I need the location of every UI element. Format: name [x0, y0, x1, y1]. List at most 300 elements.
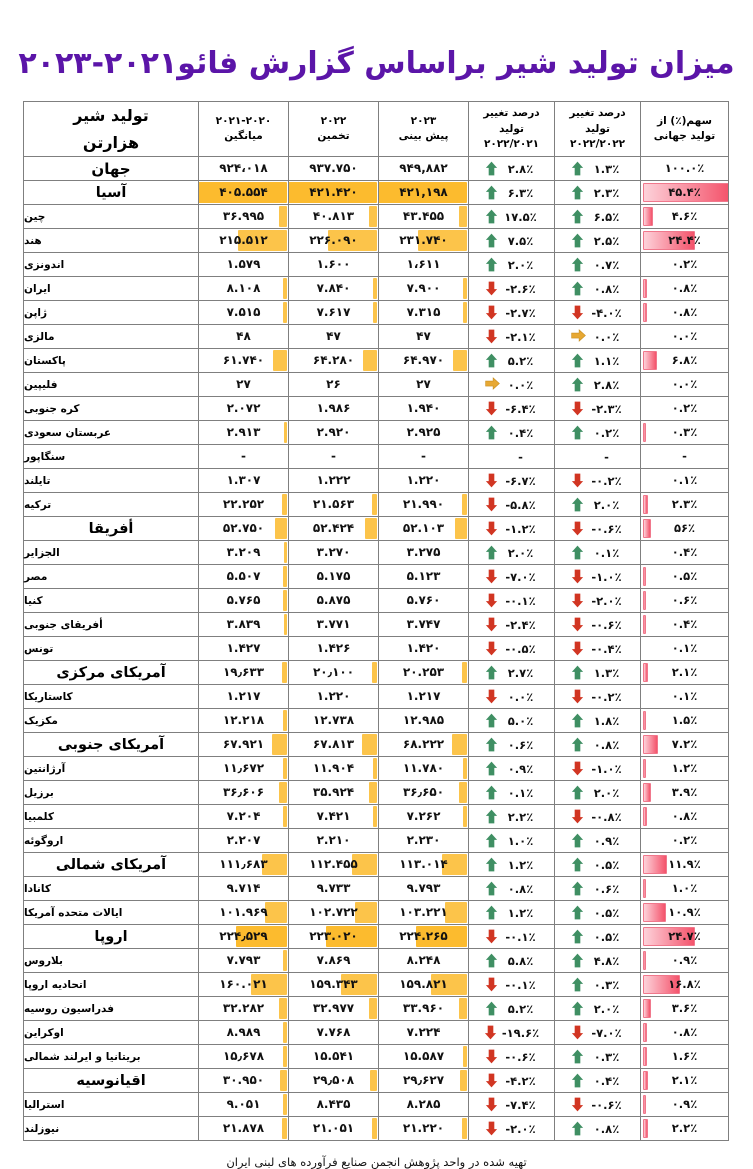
numeric-value: ۹۳۷.۷۵۰ [309, 161, 358, 176]
cell-share-of-world [641, 325, 729, 349]
change-value: -۰.۵٪ [505, 641, 536, 656]
cell-change-2022-2023 [555, 901, 641, 925]
header-change-2022-2023: درصد تغییر تولید ۲۰۲۲/۲۰۲۲ [555, 102, 641, 157]
cell-change-2021-2022 [469, 949, 555, 973]
table-row [24, 973, 729, 997]
numeric-value: ۱۲.۲۱۸ [222, 713, 265, 728]
cell-change-2021-2022 [469, 613, 555, 637]
numeric-value: ۳۰.۹۵۰ [222, 1073, 265, 1088]
cell-share-of-world [641, 925, 729, 949]
table-row [24, 1021, 729, 1045]
header-change-2021-2022: درصد تغییر تولید ۲۰۲۲/۲۰۲۱ [469, 102, 555, 157]
cell-year-2022 [289, 277, 379, 301]
trend-arrow-icon [485, 521, 498, 536]
trend-arrow-icon [485, 857, 498, 872]
numeric-value: ۹۴۹,۸۸۲ [399, 161, 448, 176]
numeric-value: ۷.۸۴۰ [316, 281, 351, 296]
trend-arrow-icon [571, 857, 584, 872]
cell-change-2021-2022 [469, 253, 555, 277]
cell-change-2022-2023 [555, 853, 641, 877]
cell-change-2021-2022 [469, 685, 555, 709]
cell-year-2023 [379, 781, 469, 805]
numeric-value: ۱۹٫۶۳۳ [222, 665, 265, 680]
cell-average-2020-2021 [199, 589, 289, 613]
cell-year-2022 [289, 397, 379, 421]
cell-change-2021-2022 [469, 805, 555, 829]
cell-share-of-world [641, 685, 729, 709]
change-value: -۲.۶٪ [505, 281, 536, 296]
cell-change-2021-2022 [469, 1117, 555, 1141]
cell-year-2023 [379, 253, 469, 277]
cell-country-name: اندونزی [24, 253, 199, 277]
trend-arrow-icon [485, 1049, 498, 1064]
cell-change-2022-2023 [555, 661, 641, 685]
table-row [24, 805, 729, 829]
table-row [24, 181, 729, 205]
numeric-value: ۶۷.۹۲۱ [222, 737, 265, 752]
cell-average-2020-2021 [199, 541, 289, 565]
numeric-value: ۲۱۵.۵۱۲ [219, 233, 268, 248]
table-row [24, 541, 729, 565]
change-value: ۰.۸٪ [507, 881, 534, 896]
numeric-value: ۱۱.۷۸۰ [402, 761, 445, 776]
cell-change-2021-2022 [469, 517, 555, 541]
share-value: ۰.۸٪ [671, 281, 698, 296]
trend-arrow-icon [571, 1001, 584, 1016]
numeric-value: ۲۹٫۵۰۸ [312, 1073, 355, 1088]
cell-share-of-world [641, 805, 729, 829]
cell-year-2022 [289, 1045, 379, 1069]
share-value: ۲.۱٪ [671, 1073, 698, 1088]
numeric-value: ۱.۲۱۷ [406, 689, 441, 704]
numeric-value: ۲.۰۷۲ [226, 401, 261, 416]
trend-arrow-icon [485, 161, 498, 176]
table-row [24, 1093, 729, 1117]
cell-change-2021-2022 [469, 853, 555, 877]
cell-year-2023 [379, 685, 469, 709]
change-value: -۲.۱٪ [505, 329, 536, 344]
change-value: ۰.۱٪ [593, 545, 620, 560]
cell-country-name: هند [24, 229, 199, 253]
cell-year-2022 [289, 709, 379, 733]
cell-year-2023 [379, 997, 469, 1021]
trend-arrow-icon [571, 785, 584, 800]
trend-arrow-icon [485, 1121, 498, 1136]
cell-country-name: تایلند [24, 469, 199, 493]
cell-year-2023 [379, 733, 469, 757]
share-value: ۱۱.۹٪ [668, 857, 701, 872]
cell-year-2022 [289, 301, 379, 325]
numeric-value: ۲۱.۰۵۱ [312, 1121, 355, 1136]
table-row [24, 157, 729, 181]
share-value: ۰.۲٪ [671, 257, 698, 272]
cell-change-2021-2022 [469, 277, 555, 301]
cell-change-2022-2023 [555, 565, 641, 589]
cell-year-2023 [379, 373, 469, 397]
numeric-value: ۱.۳۰۷ [226, 473, 261, 488]
numeric-value: ۵۲.۱۰۳ [402, 521, 445, 536]
trend-arrow-icon [485, 569, 498, 584]
cell-year-2022 [289, 949, 379, 973]
table-row [24, 853, 729, 877]
numeric-value: ۱.۲۲۲ [316, 473, 351, 488]
header-average-2020-2021: ۲۰۲۱-۲۰۲۰ میانگین [199, 102, 289, 157]
cell-change-2021-2022 [469, 877, 555, 901]
cell-share-of-world [641, 1093, 729, 1117]
cell-change-2022-2023 [555, 253, 641, 277]
cell-share-of-world [641, 829, 729, 853]
cell-share-of-world [641, 997, 729, 1021]
numeric-value: ۹۲۴،۰۱۸ [219, 161, 268, 176]
numeric-value: ۴۸ [236, 329, 251, 344]
change-value: ۰.۵٪ [593, 857, 620, 872]
change-value: -۲.۷٪ [505, 305, 536, 320]
cell-change-2022-2023 [555, 421, 641, 445]
cell-share-of-world [641, 1117, 729, 1141]
cell-country-name: پاکستان [24, 349, 199, 373]
numeric-value: ۴۰۵.۵۵۴ [219, 185, 268, 200]
cell-region-name: آمریکای جنوبی [24, 733, 199, 757]
share-value: ۰.۲٪ [671, 401, 698, 416]
cell-share-of-world [641, 757, 729, 781]
share-value: ۰.۶٪ [671, 593, 698, 608]
cell-year-2022 [289, 565, 379, 589]
cell-average-2020-2021 [199, 853, 289, 877]
cell-year-2023 [379, 949, 469, 973]
cell-change-2022-2023 [555, 1093, 641, 1117]
change-value: -۱.۲٪ [505, 521, 536, 536]
cell-average-2020-2021 [199, 445, 289, 469]
share-value: ۰.۱٪ [671, 689, 698, 704]
change-value: ۰.۵٪ [593, 905, 620, 920]
share-value: ۰.۴٪ [671, 545, 698, 560]
cell-change-2022-2023 [555, 805, 641, 829]
cell-year-2022 [289, 325, 379, 349]
cell-change-2022-2023 [555, 397, 641, 421]
cell-year-2023 [379, 301, 469, 325]
trend-arrow-icon [485, 689, 498, 704]
cell-year-2022 [289, 253, 379, 277]
cell-year-2022 [289, 733, 379, 757]
trend-arrow-icon [571, 545, 584, 560]
trend-arrow-icon [571, 881, 584, 896]
share-value: ۰.۸٪ [671, 809, 698, 824]
numeric-value: ۲۲۴.۲۶۵ [399, 929, 448, 944]
change-value: -۰.۶٪ [591, 521, 622, 536]
numeric-value: ۱.۲۲۰ [406, 473, 441, 488]
trend-arrow-icon [571, 929, 584, 944]
cell-country-name: کره جنوبی [24, 397, 199, 421]
cell-year-2023 [379, 541, 469, 565]
cell-year-2023 [379, 277, 469, 301]
share-value: ۰.۳٪ [671, 425, 698, 440]
numeric-value: ۷.۲۲۴ [406, 1025, 441, 1040]
cell-year-2022 [289, 205, 379, 229]
cell-change-2022-2023 [555, 877, 641, 901]
cell-share-of-world [641, 421, 729, 445]
share-value: ۰.۹٪ [671, 953, 698, 968]
cell-change-2022-2023 [555, 613, 641, 637]
trend-arrow-icon [485, 977, 498, 992]
cell-country-name: فلیپین [24, 373, 199, 397]
trend-arrow-icon [571, 449, 584, 464]
cell-country-name: سنگاپور [24, 445, 199, 469]
trend-arrow-icon [571, 809, 584, 824]
cell-region-name: أفریقا [24, 517, 199, 541]
trend-arrow-icon [571, 425, 584, 440]
cell-change-2022-2023 [555, 373, 641, 397]
cell-change-2022-2023 [555, 157, 641, 181]
numeric-value: ۶۸.۲۲۲ [402, 737, 445, 752]
cell-change-2021-2022 [469, 229, 555, 253]
numeric-value: ۶۴.۹۷۰ [402, 353, 445, 368]
numeric-value: ۲.۲۱۰ [316, 833, 351, 848]
cell-country-name: فدراسیون روسیه [24, 997, 199, 1021]
trend-arrow-icon [485, 449, 498, 464]
cell-country-name: مکزیک [24, 709, 199, 733]
cell-country-name: چین [24, 205, 199, 229]
numeric-value: ۱۰۱.۹۶۹ [219, 905, 268, 920]
numeric-value: ۲۷ [236, 377, 251, 392]
cell-change-2022-2023 [555, 637, 641, 661]
cell-share-of-world [641, 157, 729, 181]
trend-arrow-icon [571, 641, 584, 656]
cell-average-2020-2021 [199, 1117, 289, 1141]
numeric-value: ۵.۷۶۰ [406, 593, 441, 608]
change-value: ۱.۲٪ [507, 857, 534, 872]
cell-average-2020-2021 [199, 1045, 289, 1069]
numeric-value: ۲۰٫۱۰۰ [312, 665, 355, 680]
numeric-value: ۳۶.۹۹۵ [222, 209, 265, 224]
numeric-value: ۴۷ [326, 329, 341, 344]
table-row [24, 637, 729, 661]
numeric-value: ۱۱٫۶۷۲ [222, 761, 265, 776]
cell-change-2022-2023 [555, 1045, 641, 1069]
cell-change-2021-2022 [469, 1045, 555, 1069]
numeric-value: ۱۵.۵۸۷ [402, 1049, 445, 1064]
table-row [24, 469, 729, 493]
cell-year-2022 [289, 781, 379, 805]
table-row [24, 589, 729, 613]
change-value: -۷.۰٪ [505, 569, 536, 584]
cell-change-2022-2023 [555, 493, 641, 517]
cell-country-name: الجزایر [24, 541, 199, 565]
numeric-value: ۵.۸۷۵ [316, 593, 351, 608]
trend-arrow-icon [485, 1073, 498, 1088]
cell-year-2022 [289, 445, 379, 469]
cell-average-2020-2021 [199, 973, 289, 997]
cell-share-of-world [641, 709, 729, 733]
change-value: ۰.۶٪ [507, 737, 534, 752]
cell-change-2022-2023 [555, 541, 641, 565]
cell-share-of-world [641, 1021, 729, 1045]
numeric-value: ۲۰.۲۵۳ [402, 665, 445, 680]
cell-year-2023 [379, 757, 469, 781]
numeric-value: ۶۷.۸۱۳ [312, 737, 355, 752]
cell-change-2022-2023 [555, 445, 641, 469]
cell-country-name: کنیا [24, 589, 199, 613]
cell-share-of-world [641, 901, 729, 925]
trend-arrow-icon [571, 401, 584, 416]
cell-country-name: برزیل [24, 781, 199, 805]
table-row [24, 829, 729, 853]
trend-arrow-icon [571, 665, 584, 680]
numeric-value: ۲۱.۵۶۳ [312, 497, 355, 512]
cell-year-2022 [289, 589, 379, 613]
numeric-value: ۳۲.۹۷۷ [312, 1001, 355, 1016]
change-value: ۱.۱٪ [593, 353, 620, 368]
cell-share-of-world [641, 301, 729, 325]
cell-year-2023 [379, 709, 469, 733]
trend-arrow-icon [571, 377, 584, 392]
numeric-value: ۵۲.۷۵۰ [222, 521, 265, 536]
numeric-value: ۳۳.۹۶۰ [402, 1001, 445, 1016]
change-value: ۶.۵٪ [593, 209, 620, 224]
change-value: -۰.۱٪ [505, 977, 536, 992]
cell-change-2021-2022 [469, 901, 555, 925]
header-share: سهم(٪) از تولید جهانی [641, 102, 729, 157]
share-value: ۰.۰٪ [671, 377, 698, 392]
numeric-value: ۱۵۹.۳۴۳ [309, 977, 358, 992]
change-value: ۶.۳٪ [507, 185, 534, 200]
trend-arrow-icon [571, 593, 584, 608]
numeric-value: ۳۶٫۶۵۰ [402, 785, 445, 800]
trend-arrow-icon [571, 953, 584, 968]
numeric-value: ۸.۴۳۵ [316, 1097, 351, 1112]
numeric-value: ۲۱.۸۷۸ [222, 1121, 265, 1136]
trend-arrow-icon [485, 809, 498, 824]
table-header [24, 102, 729, 157]
share-value: ۲.۲٪ [671, 1121, 698, 1136]
share-value: ۲.۱٪ [671, 665, 698, 680]
cell-change-2022-2023 [555, 973, 641, 997]
cell-region-name: آمریکای مرکزی [24, 661, 199, 685]
share-value: ۰.۴٪ [671, 617, 698, 632]
cell-change-2021-2022 [469, 325, 555, 349]
cell-average-2020-2021 [199, 997, 289, 1021]
cell-average-2020-2021 [199, 949, 289, 973]
cell-change-2022-2023 [555, 277, 641, 301]
change-value: -۰.۸٪ [591, 809, 622, 824]
numeric-value: ۲۶ [326, 377, 341, 392]
table-row [24, 613, 729, 637]
page-title: میزان تولید شیر براساس گزارش فائو۲۰۲۱-۲۰۲۳ [18, 46, 735, 81]
cell-change-2021-2022 [469, 445, 555, 469]
share-value: ۵۶٪ [673, 521, 696, 536]
trend-arrow-icon [485, 329, 498, 344]
cell-average-2020-2021 [199, 757, 289, 781]
numeric-value: ۶۴.۲۸۰ [312, 353, 355, 368]
cell-change-2021-2022 [469, 1069, 555, 1093]
numeric-value: ۷.۴۲۱ [316, 809, 351, 824]
table-row [24, 301, 729, 325]
cell-change-2022-2023 [555, 757, 641, 781]
cell-average-2020-2021 [199, 613, 289, 637]
trend-arrow-icon [485, 377, 498, 392]
cell-year-2022 [289, 517, 379, 541]
milk-production-table [23, 101, 729, 1141]
cell-country-name: اتحادیه اروپا [24, 973, 199, 997]
table-row [24, 517, 729, 541]
change-value: -۰.۲٪ [591, 473, 622, 488]
trend-arrow-icon [485, 713, 498, 728]
cell-share-of-world [641, 853, 729, 877]
change-value: -۲.۰٪ [505, 1121, 536, 1136]
header-year-2022: ۲۰۲۲ تخمین [289, 102, 379, 157]
cell-year-2022 [289, 661, 379, 685]
cell-year-2023 [379, 901, 469, 925]
share-value: ۱.۶٪ [671, 1049, 698, 1064]
cell-year-2022 [289, 1117, 379, 1141]
change-value: ۰.۸٪ [593, 281, 620, 296]
numeric-value: ۱.۵۷۹ [226, 257, 261, 272]
cell-country-name: بلاروس [24, 949, 199, 973]
trend-arrow-icon [485, 545, 498, 560]
numeric-value: ۸.۲۴۸ [406, 953, 441, 968]
numeric-value: - [331, 449, 336, 464]
cell-country-name: مالزی [24, 325, 199, 349]
cell-year-2022 [289, 373, 379, 397]
trend-arrow-icon [571, 473, 584, 488]
footer-credit: تهیه شده در واحد پژوهش انجمن صنایع فرآورده های لبنی ایران [226, 1155, 527, 1169]
cell-change-2021-2022 [469, 925, 555, 949]
cell-year-2023 [379, 229, 469, 253]
cell-year-2022 [289, 877, 379, 901]
change-value: -۷.۰٪ [591, 1025, 622, 1040]
numeric-value: ۵.۱۲۳ [406, 569, 441, 584]
table-row [24, 397, 729, 421]
trend-arrow-icon [485, 905, 498, 920]
cell-country-name: ایران [24, 277, 199, 301]
cell-change-2021-2022 [469, 301, 555, 325]
cell-change-2021-2022 [469, 397, 555, 421]
numeric-value: ۷.۸۶۹ [316, 953, 351, 968]
cell-year-2022 [289, 493, 379, 517]
change-value: ۷.۵٪ [507, 233, 534, 248]
table-row [24, 661, 729, 685]
cell-average-2020-2021 [199, 301, 289, 325]
cell-average-2020-2021 [199, 469, 289, 493]
cell-share-of-world [641, 373, 729, 397]
numeric-value: ۵۲.۴۲۴ [312, 521, 355, 536]
numeric-value: ۱۱۳.۰۱۴ [399, 857, 448, 872]
trend-arrow-icon [485, 761, 498, 776]
numeric-value: ۸.۱۰۸ [226, 281, 261, 296]
change-value: -۶.۷٪ [505, 473, 536, 488]
change-value: ۵.۲٪ [507, 353, 534, 368]
trend-arrow-icon [571, 977, 584, 992]
milk-production-table-wrap [24, 101, 729, 1141]
cell-change-2021-2022 [469, 637, 555, 661]
table-row [24, 877, 729, 901]
table-row [24, 1117, 729, 1141]
cell-share-of-world [641, 493, 729, 517]
trend-arrow-icon [485, 257, 498, 272]
cell-year-2022 [289, 421, 379, 445]
cell-share-of-world [641, 589, 729, 613]
numeric-value: ۷.۶۱۷ [316, 305, 351, 320]
cell-year-2022 [289, 613, 379, 637]
cell-year-2023 [379, 613, 469, 637]
cell-share-of-world [641, 277, 729, 301]
cell-share-of-world [641, 445, 729, 469]
numeric-value: ۳.۷۴۷ [406, 617, 441, 632]
cell-year-2023 [379, 421, 469, 445]
change-value: ۰.۰٪ [507, 377, 534, 392]
table-row [24, 421, 729, 445]
cell-share-of-world [641, 205, 729, 229]
cell-year-2023 [379, 469, 469, 493]
